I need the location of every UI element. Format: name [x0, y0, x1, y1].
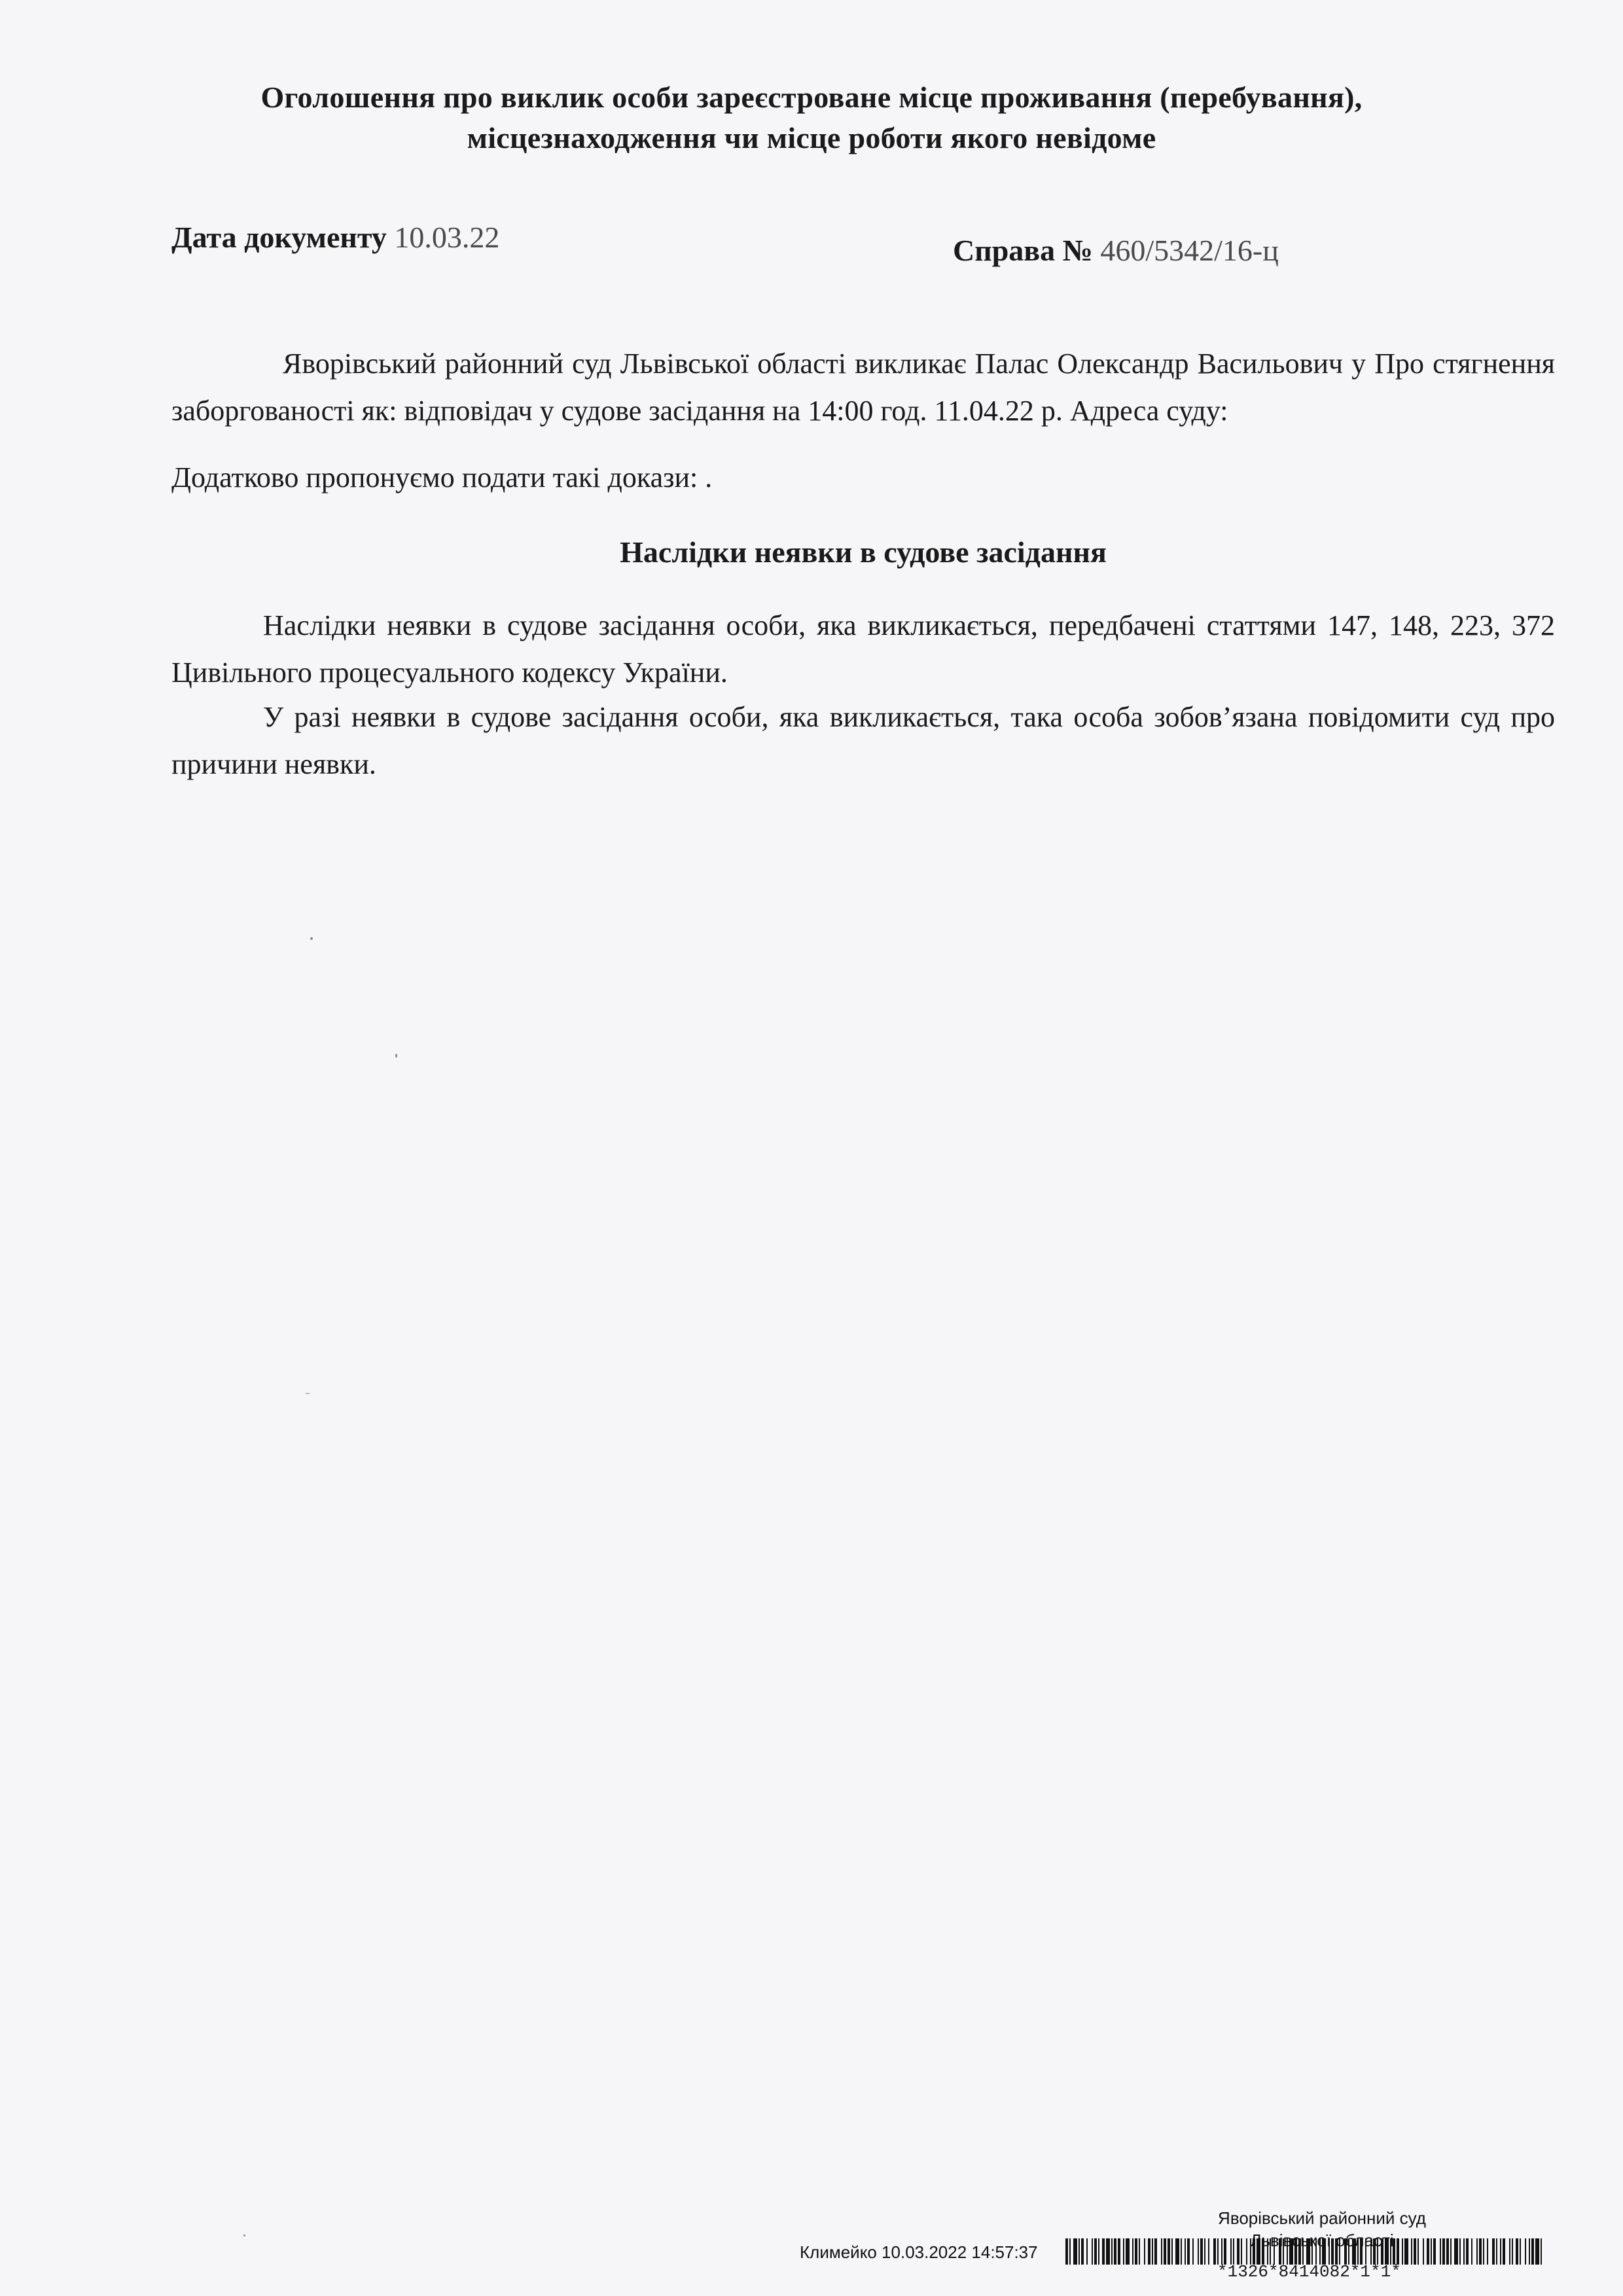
- barcode-bar: [1126, 2238, 1130, 2265]
- barcode-bar: [1198, 2238, 1199, 2265]
- barcode-bar: [1294, 2238, 1297, 2265]
- evidence-paragraph: Додатково пропонуємо подати такі докази: .: [171, 461, 713, 493]
- barcode-bar: [1427, 2238, 1429, 2265]
- barcode-bar: [1315, 2238, 1317, 2265]
- barcode-bar: [1073, 2238, 1077, 2265]
- barcode-bar: [1423, 2238, 1424, 2265]
- barcode-bar: [1217, 2238, 1219, 2265]
- barcode-bar: [1479, 2238, 1482, 2265]
- barcode-bar: [1431, 2238, 1432, 2265]
- barcode-bar: [1365, 2238, 1366, 2265]
- barcode-bar: [1114, 2238, 1116, 2265]
- barcode-bar: [1164, 2238, 1166, 2265]
- document-date-value: 10.03.22: [394, 221, 500, 254]
- scan-speck: [395, 1054, 397, 1058]
- barcode-number: *1326*8414082*1*1*: [1217, 2262, 1401, 2282]
- barcode-bar: [1360, 2238, 1363, 2265]
- barcode-bar: [1181, 2238, 1182, 2265]
- barcode-bar: [1246, 2238, 1247, 2265]
- case-number: [953, 233, 1279, 268]
- barcode-bar: [1463, 2238, 1465, 2265]
- barcode-bar: [1446, 2238, 1449, 2265]
- barcode-bar: [1233, 2238, 1234, 2265]
- barcode-bar: [1393, 2238, 1395, 2265]
- barcode-bar: [1381, 2238, 1383, 2265]
- barcode-bar: [1253, 2238, 1255, 2265]
- scan-speck: [310, 937, 313, 940]
- barcode-bar: [1144, 2238, 1145, 2265]
- barcode-bar: [1442, 2238, 1445, 2265]
- barcode-bar: [1516, 2238, 1518, 2265]
- barcode-bar: [1329, 2238, 1330, 2265]
- case-number-value: 460/5342/16-ц: [1100, 234, 1279, 267]
- barcode-bar: [1331, 2238, 1334, 2265]
- barcode-bar: [1118, 2238, 1120, 2265]
- barcode-bar: [1287, 2238, 1288, 2265]
- barcode-bar: [1092, 2238, 1093, 2265]
- barcode-bar: [1065, 2238, 1068, 2265]
- summons-paragraph: Яворівський районний суд Львівської області викликає Палас Олександр Васильович у Про стягнення заборгованості як: відповідач у судове засідання на 14:00 год. 11.04.22 р. Адреса суду:: [171, 348, 1555, 427]
- barcode-image: [1065, 2238, 1542, 2265]
- barcode-bar: [1224, 2238, 1226, 2265]
- barcode-bar: [1148, 2238, 1150, 2265]
- court-stamp-line-2: області: [1336, 2231, 1394, 2250]
- barcode-bar: [1373, 2238, 1376, 2265]
- court-stamp-line-1: Яворівський районний суд: [1218, 2208, 1426, 2228]
- barcode-bar: [1262, 2238, 1264, 2265]
- barcode-bar: [1385, 2238, 1389, 2265]
- barcode-bar: [1418, 2238, 1419, 2265]
- barcode-bar: [1319, 2238, 1321, 2265]
- barcode-bar: [1250, 2238, 1251, 2265]
- barcode-bar: [1520, 2238, 1521, 2265]
- barcode-bar: [1213, 2238, 1216, 2265]
- consequences-heading: Наслідки неявки в судове засідання: [620, 535, 1107, 569]
- barcode-bar: [1154, 2238, 1157, 2265]
- barcode-bar: [1496, 2238, 1497, 2265]
- barcode-bar: [1187, 2238, 1190, 2265]
- barcode-bar: [1531, 2238, 1534, 2265]
- barcode-bar: [1454, 2238, 1458, 2265]
- barcode-bar: [1390, 2238, 1391, 2265]
- barcode-bar: [1529, 2238, 1530, 2265]
- barcode-bar: [1094, 2238, 1097, 2265]
- barcode-bar: [1339, 2238, 1340, 2265]
- barcode-bar: [1132, 2238, 1133, 2265]
- barcode-bar: [1459, 2238, 1461, 2265]
- barcode-bar: [1135, 2238, 1137, 2265]
- barcode-bar: [1348, 2238, 1349, 2265]
- barcode-bar: [1500, 2238, 1501, 2265]
- signer-timestamp: Климейко 10.03.2022 14:57:37: [800, 2242, 1038, 2262]
- barcode-bar: [1279, 2238, 1281, 2265]
- barcode-bar: [1525, 2238, 1526, 2265]
- barcode-bar: [1344, 2238, 1347, 2265]
- document-date: [171, 220, 499, 255]
- obligation-paragraph: У разі неявки в судове засідання особи, яка викликається, така особа зобов’язана повідомити суд про причини неявки.: [171, 701, 1555, 780]
- barcode-bar: [1106, 2238, 1110, 2265]
- barcode-bar: [1139, 2238, 1140, 2265]
- barcode-bar: [1414, 2238, 1416, 2265]
- barcode-bar: [1512, 2238, 1513, 2265]
- barcode-bar: [1237, 2238, 1240, 2265]
- document-date-label: Дата документу: [171, 221, 387, 254]
- barcode-bar: [1402, 2238, 1403, 2265]
- barcode-bar: [1306, 2238, 1310, 2265]
- barcode-bar: [1185, 2238, 1186, 2265]
- barcode-bar: [1357, 2238, 1359, 2265]
- barcode-bar: [1404, 2238, 1408, 2265]
- barcode-bar: [1111, 2238, 1113, 2265]
- barcode-bar: [1370, 2238, 1372, 2265]
- barcode-bar: [1200, 2238, 1203, 2265]
- barcode-bar: [1335, 2238, 1338, 2265]
- barcode-bar: [1487, 2238, 1488, 2265]
- barcode-bar: [1161, 2238, 1162, 2265]
- consequences-paragraph: Наслідки неявки в судове засідання особи, яка викликається, передбачені статтями 147, 148, 223, 372 Цивільного процесуального кодексу України.: [171, 609, 1555, 689]
- barcode-bar: [1471, 2238, 1472, 2265]
- barcode-bar: [1257, 2238, 1260, 2265]
- document-title-line-2: місцезнаходження чи місце роботи якого невідоме: [467, 121, 1156, 154]
- barcode-bar: [1535, 2238, 1539, 2265]
- barcode-bar: [1230, 2238, 1232, 2265]
- case-number-label: Справа №: [953, 234, 1093, 267]
- barcode-bar: [1298, 2238, 1301, 2265]
- barcode-bar: [1241, 2238, 1242, 2265]
- barcode-bar: [1450, 2238, 1452, 2265]
- barcode-bar: [1102, 2238, 1105, 2265]
- barcode-bar: [1440, 2238, 1441, 2265]
- barcode-bar: [1283, 2238, 1284, 2265]
- barcode-bar: [1274, 2238, 1275, 2265]
- barcode-bar: [1123, 2238, 1124, 2265]
- barcode-bar: [1411, 2238, 1412, 2265]
- barcode-bar: [1352, 2238, 1356, 2265]
- barcode-bar: [1086, 2238, 1088, 2265]
- barcode-bar: [1221, 2238, 1222, 2265]
- scan-speck: [243, 2234, 245, 2236]
- barcode-bar: [1152, 2238, 1153, 2265]
- document-title-line-1: Оголошення про виклик особи зареєстроване місце проживання (перебування),: [260, 81, 1363, 114]
- barcode-bar: [1175, 2238, 1179, 2265]
- barcode-bar: [1302, 2238, 1304, 2265]
- barcode-bar: [1503, 2238, 1505, 2265]
- barcode-bar: [1192, 2238, 1194, 2265]
- scan-speck: [305, 1393, 310, 1394]
- barcode-bar: [1079, 2238, 1080, 2265]
- barcode-bar: [1081, 2238, 1084, 2265]
- barcode-bar: [1397, 2238, 1399, 2265]
- barcode-bar: [1204, 2238, 1205, 2265]
- barcode-bar: [1322, 2238, 1326, 2265]
- barcode-bar: [1541, 2238, 1542, 2265]
- barcode-bar: [1069, 2238, 1071, 2265]
- barcode-bar: [1208, 2238, 1209, 2265]
- document-title: [131, 77, 1492, 158]
- barcode-bar: [1171, 2238, 1173, 2265]
- barcode-bar: [1492, 2238, 1495, 2265]
- barcode-bar: [1098, 2238, 1099, 2265]
- barcode-bar: [1289, 2238, 1293, 2265]
- barcode-bar: [1270, 2238, 1271, 2265]
- barcode-bar: [1476, 2238, 1478, 2265]
- barcode-bar: [1509, 2238, 1510, 2265]
- barcode-bar: [1168, 2238, 1170, 2265]
- barcode-bar: [1433, 2238, 1436, 2265]
- barcode-bar: [1267, 2238, 1268, 2265]
- barcode-bar: [1311, 2238, 1313, 2265]
- barcode-bar: [1466, 2238, 1469, 2265]
- barcode-bar: [1377, 2238, 1378, 2265]
- barcode-bar: [1483, 2238, 1484, 2265]
